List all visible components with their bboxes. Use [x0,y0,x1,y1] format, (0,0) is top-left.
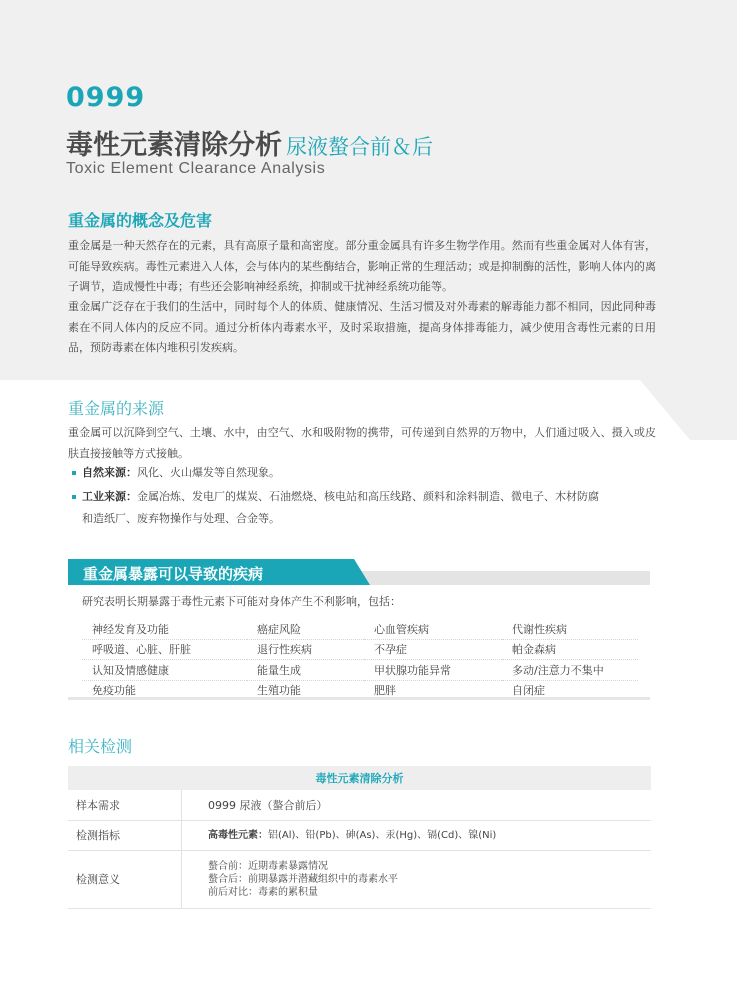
meaning-line: 螯合前：近期毒素暴露情况 [208,860,328,872]
table-title: 毒性元素清除分析 [68,766,651,790]
bullet-text: 金属冶炼、发电厂的煤炭、石油燃烧、核电站和高压线路、颜料和涂料制造、微电子、木材防腐 [137,490,599,503]
table-cell: 自闭症 [512,684,545,698]
table-cell: 不孕症 [364,639,502,660]
table-cell: 肥胖 [374,684,396,698]
table-cell: 心血管疾病 [364,619,502,639]
bullet-dot [72,471,76,475]
concept-paragraph-1: 重金属是一种天然存在的元素，具有高原子量和高密度。部分重金属具有许多生物学作用。然而有些重金属对人体有害，可能导致疾病。毒性元素进入人体，会与体内的某些酶结合，影响正常的生理活动；或是抑制酶的活性，影响人体内的离子调节，造成慢性中毒；有些还会影响神经系统，抑制或干扰神经系统功能等。 [68,239,656,293]
title-subtitle: 尿液螯合前＆后 [286,135,433,159]
section-heading-diseases: 重金属暴露可以导致的疾病 [83,565,264,583]
bullet-label: 自然来源： [82,466,137,479]
bullet-text: 风化、火山爆发等自然现象。 [137,466,280,479]
title-main: 毒性元素清除分析 [66,130,282,161]
sample-label: 样本需求 [68,790,182,820]
table-row [82,619,638,639]
table-cell: 生殖功能 [257,684,301,698]
bullet-industrial-source [72,486,656,530]
table-cell: 认知及情感健康 [82,660,247,681]
page-title-english: Toxic Element Clearance Analysis [66,160,326,177]
meaning-label: 检测意义 [68,850,182,908]
table-cell: 免疫功能 [92,684,136,698]
diseases-intro: 研究表明长期暴露于毒性元素下可能对身体产生不利影响，包括： [82,595,401,608]
sample-value: 0999 尿液（螯合前后） [182,790,652,820]
bullet-label: 工业来源： [82,490,137,503]
index-label: 检测指标 [68,820,182,850]
index-strong: 高毒性元素： [208,829,268,841]
bullet-natural-source [72,462,656,484]
meaning-line: 螯合后：前期暴露并潜藏组织中的毒素水平 [208,873,398,885]
diseases-table-underline [68,697,650,700]
table-cell: 代谢性疾病 [502,619,638,639]
table-cell: 能量生成 [247,660,364,681]
table-row [68,850,651,908]
table-cell: 甲状腺功能异常 [364,660,502,681]
section-heading-concept: 重金属的概念及危害 [68,211,213,230]
table-row [82,660,638,681]
table-cell: 退行性疾病 [247,639,364,660]
section-heading-sources: 重金属的来源 [68,399,165,418]
table-cell: 多动/注意力不集中 [502,660,638,681]
table-cell: 神经发育及功能 [82,619,247,639]
bullet-dot [72,495,76,499]
table-row [82,639,638,660]
meaning-line: 前后对比：毒素的累积量 [208,886,318,898]
diseases-table [82,619,638,700]
table-cell: 呼吸道、心脏、肝脏 [82,639,247,660]
page-title [66,123,433,162]
test-info-table [68,766,651,909]
index-value [182,820,652,850]
section-heading-tests: 相关检测 [68,737,133,756]
table-cell: 癌症风险 [247,619,364,639]
table-row [68,790,651,820]
concept-paragraph-2: 重金属广泛存在于我们的生活中，同时每个人的体质、健康情况、生活习惯及对外毒素的解毒能力都不相同，因此同种毒素在不同人体内的反应不同。通过分析体内毒素水平，及时采取措施，提高身体排毒能力，减少使用含毒性元素的日用品，预防毒素在体内堆积引发疾病。 [68,300,656,354]
table-row [68,820,651,850]
test-code: 0999 [66,82,146,113]
table-cell: 帕金森病 [502,639,638,660]
bullet-text-continued: 和造纸厂、废弃物操作与处理、合金等。 [82,512,280,525]
meaning-value [182,850,652,908]
index-elements: 铝(Al)、铅(Pb)、砷(As)、汞(Hg)、镉(Cd)、镍(Ni) [268,829,497,841]
table-header-row [68,766,651,790]
sources-paragraph: 重金属可以沉降到空气、土壤、水中，由空气、水和吸附物的携带，可传递到自然界的万物中，人们通过吸入、摄入或皮肤直接接触等方式接触。 [68,426,656,460]
